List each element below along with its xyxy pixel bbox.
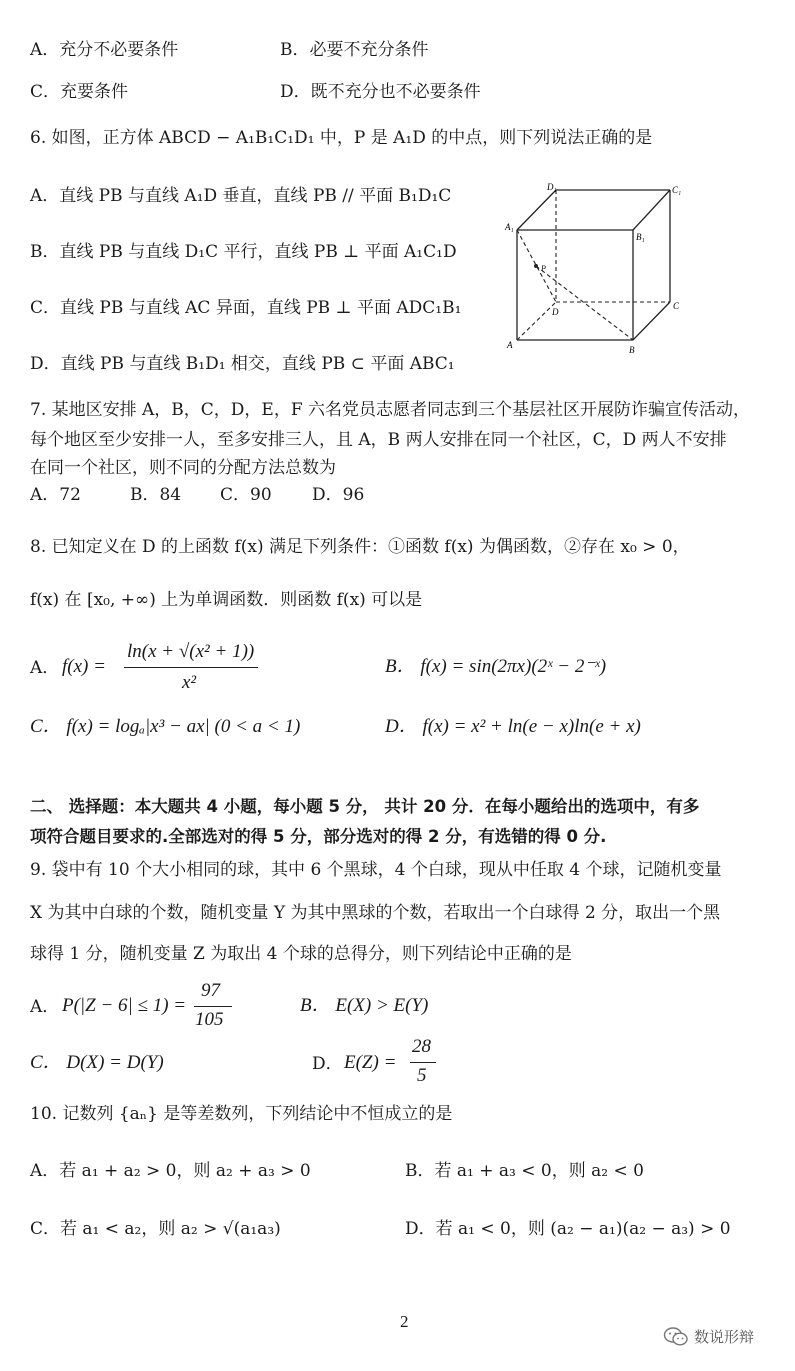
q7-option-d: D．96: [312, 485, 365, 505]
label-b: B: [629, 345, 635, 355]
q7-option-a: A．72: [30, 485, 81, 505]
q7-option-b: B．84: [130, 485, 182, 505]
q6-stem: 6. 如图，正方体 ABCD − A₁B₁C₁D₁ 中，P 是 A₁D 的中点，则下列说法正确的是: [30, 128, 653, 148]
q5-option-c: C．充要条件: [30, 82, 129, 102]
section-2-line-1: 二、 选择题：本大题共 4 小题，每小题 5 分， 共计 20 分．在每小题给出的选项中，有多: [30, 797, 700, 816]
q9-option-d-label: D．: [312, 1054, 343, 1074]
q9-option-a-numerator: 97: [201, 980, 220, 1001]
q7-line-3: 在同一个社区，则不同的分配方法总数为: [30, 458, 336, 478]
label-b1: B₁: [636, 232, 645, 242]
q10-option-b: B．若 a₁ + a₃ < 0，则 a₂ < 0: [405, 1161, 644, 1181]
q9-line-2: X 为其中白球的个数，随机变量 Y 为其中黑球的个数，若取出一个白球得 2 分，取出一个黑: [30, 903, 721, 923]
wechat-icon: [663, 1326, 689, 1348]
q9-option-c: C． D(X) = D(Y): [30, 1052, 164, 1073]
q9-option-d-lhs: E(Z) =: [344, 1052, 397, 1073]
q8-line-1: 8. 已知定义在 D 的上函数 f(x) 满足下列条件：①函数 f(x) 为偶函数，②存在 x₀ > 0，: [30, 537, 690, 557]
q9-line-1: 9. 袋中有 10 个大小相同的球，其中 6 个黑球，4 个白球，现从中任取 4 个球，记随机变量: [30, 860, 722, 880]
label-c1: C₁: [672, 185, 682, 195]
q8-option-a-label: A．: [30, 658, 60, 678]
q8-option-c: C． f(x) = logₐ|x³ − ax| (0 < a < 1): [30, 716, 301, 737]
q8-option-a-fraction-bar: [124, 667, 258, 668]
q6-option-a: A．直线 PB 与直线 A₁D 垂直，直线 PB // 平面 B₁D₁C: [30, 186, 452, 206]
q10-option-c: C．若 a₁ < a₂，则 a₂ > √(a₁a₃): [30, 1219, 281, 1239]
q8-option-a-denominator: x²: [182, 672, 197, 693]
q8-option-a-numerator: ln(x + √(x² + 1)): [127, 641, 255, 662]
q10-option-d: D．若 a₁ < 0，则 (a₂ − a₁)(a₂ − a₃) > 0: [405, 1219, 731, 1239]
label-p: P: [541, 264, 546, 273]
q9-option-a-label: A．: [30, 997, 60, 1017]
label-d1: D₁: [547, 182, 557, 192]
q5-option-a: A．充分不必要条件: [30, 40, 179, 60]
q8-option-b: B． f(x) = sin(2πx)(2ˣ − 2⁻ˣ): [385, 656, 607, 677]
label-a: A: [507, 340, 513, 350]
point-p: [534, 264, 538, 268]
q5-option-b: B．必要不充分条件: [280, 40, 429, 60]
q6-option-c: C．直线 PB 与直线 AC 异面，直线 PB ⊥ 平面 ADC₁B₁: [30, 298, 462, 318]
watermark-text: 数说形辩: [694, 1328, 755, 1346]
section-2-line-2: 项符合题目要求的.全部选对的得 5 分，部分选对的得 2 分，有选错的得 0 分.: [30, 827, 607, 846]
q6-option-d: D．直线 PB 与直线 B₁D₁ 相交，直线 PB ⊂ 平面 ABC₁: [30, 354, 455, 374]
q10-stem: 10. 记数列 {aₙ} 是等差数列，下列结论中不恒成立的是: [30, 1104, 453, 1124]
q7-option-c: C．90: [220, 485, 272, 505]
page-number: 2: [400, 1312, 409, 1331]
q10-option-a: A．若 a₁ + a₂ > 0，则 a₂ + a₃ > 0: [30, 1161, 311, 1181]
label-d: D: [552, 307, 559, 317]
q5-option-d: D．既不充分也不必要条件: [280, 82, 481, 102]
q9-option-d-numerator: 28: [412, 1036, 431, 1057]
label-a1: A₁: [505, 222, 514, 232]
q7-line-1: 7. 某地区安排 A，B，C，D，E，F 六名党员志愿者同志到三个基层社区开展防诈骗宣传活动，: [30, 400, 751, 420]
q8-line-2: f(x) 在 [x₀, +∞) 上为单调函数．则函数 f(x) 可以是: [30, 590, 423, 610]
q8-option-d: D． f(x) = x² + ln(e − x)ln(e + x): [385, 716, 641, 737]
q7-line-2: 每个地区至少安排一人，至多安排三人，且 A，B 两人安排在同一个社区，C，D 两人不安排: [30, 430, 727, 450]
q9-line-3: 球得 1 分，随机变量 Z 为取出 4 个球的总得分，则下列结论中正确的是: [30, 944, 572, 964]
label-c: C: [673, 301, 680, 311]
q6-option-b: B．直线 PB 与直线 D₁C 平行，直线 PB ⊥ 平面 A₁C₁D: [30, 242, 457, 262]
q8-option-a-lhs: f(x) =: [62, 656, 106, 677]
q9-option-d-fraction-bar: [410, 1062, 436, 1063]
q9-option-a-lhs: P(|Z − 6| ≤ 1) =: [62, 995, 187, 1016]
q9-option-a-denominator: 105: [195, 1009, 224, 1030]
q9-option-d-denominator: 5: [417, 1065, 427, 1086]
q9-option-a-fraction-bar: [194, 1006, 232, 1007]
cube-figure: [500, 178, 695, 358]
q9-option-b: B． E(X) > E(Y): [300, 995, 429, 1016]
